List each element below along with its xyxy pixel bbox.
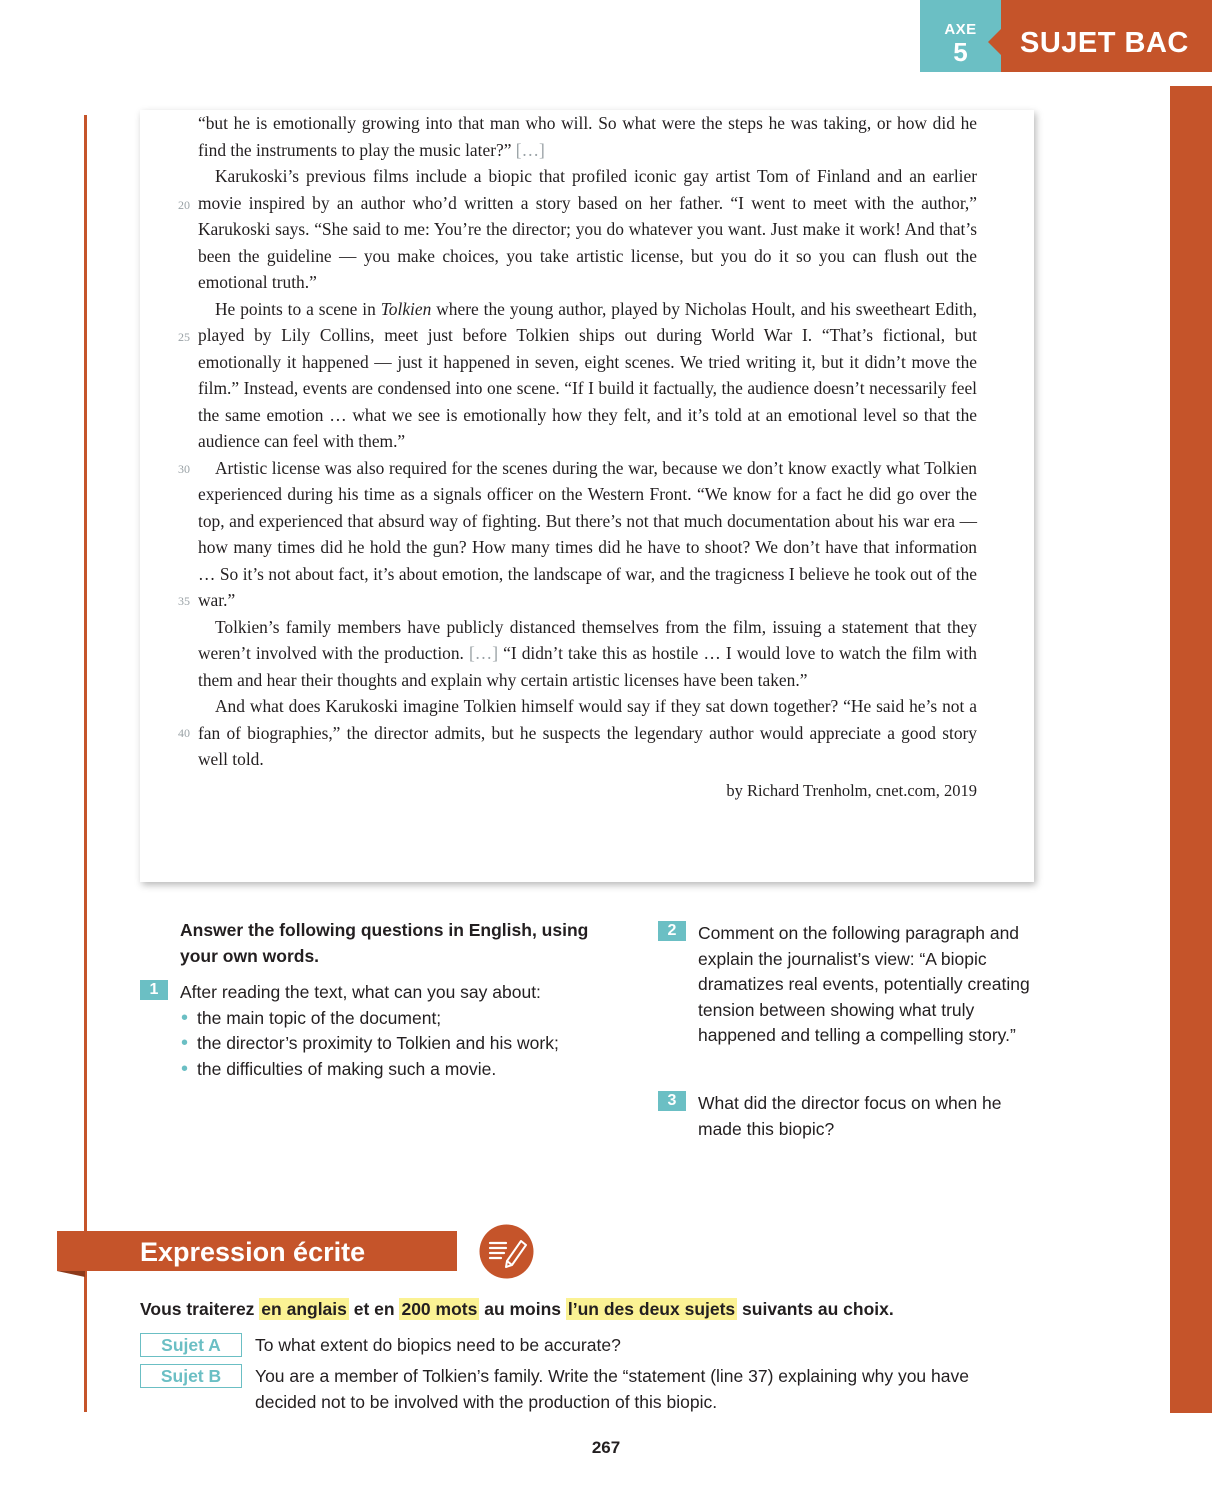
ellipsis-marker: […] [515,139,545,160]
article-paragraph-2: Karukoski’s previous films include a biopic that profiled iconic gay artist Tom of Finland and an earlier movie inspired by an author who’d written a story based on her father. “I went to meet with the author,” Karukoski says. “She said to me: You’re the director; you do whatever you want. Just make it work! And that’s been the guideline — you make choices, you take artistic license, but you do it so you can flush out the emotional truth.” [198,166,977,292]
sujet-b-label: Sujet B [140,1364,242,1388]
line-number: 35 [178,594,190,608]
question-1-number: 1 [140,980,168,1000]
article-paragraph-3: He points to a scene in Tolkien where the young author, played by Nicholas Hoult, and his sweetheart Edith, played by Lily Collins, meet just before Tolkien ships out during World War I. “That’s fictional, but emotionally it happened — just it happened in seven, eight scenes. We tried writing it, but it didn’t move the film.” Instead, events are condensed into one scene. “If I build it factually, the audience doesn’t necessarily feel the same emotion … what we see is emotionally how they felt, and it’s told at an emotional level so that the audience can feel with them.” [198,298,977,451]
line-number: 25 [178,330,190,344]
right-margin-bar [1170,86,1212,1413]
article-byline: by Richard Trenholm, cnet.com, 2019 [726,781,977,800]
ellipsis-marker: […] [469,643,498,663]
line-number: 40 [178,726,190,740]
highlight-language: en anglais [261,1299,347,1319]
expression-ecrite-banner: Expression écrite [57,1231,457,1271]
question-2-text: Comment on the following paragraph and explain the journalist’s view: “A biopic dramatizes real events, potentially creating tension between showing what truly happened and telling a compelling story.” [698,923,1030,1045]
article-paragraph-5: Tolkien’s family members have publicly distanced themselves from the film, issuing a statement that they weren’t involved with the production. […] “I didn’t take this as hostile … I would love to watch the film with them and hear their thoughts and explain why certain artistic licenses have been taken.” [198,616,977,690]
article-paragraph-6: And what does Karukoski imagine Tolkien himself would say if they sat down together? “He said he’s not a fan of biographies,” the director admits, but he suspects the legendary author would appreciate a good story well told. [198,696,977,769]
bullet-item: • the main topic of the document; [180,1006,620,1032]
sujet-a-text: To what extent do biopics need to be accurate? [255,1335,621,1355]
sujet-b-text: You are a member of Tolkien’s family. Write the “statement (line 37) explaining why you have decided not to be involved with the production of this biopic. [255,1366,969,1412]
bullet-item: • the director’s proximity to Tolkien and his work; [180,1031,620,1057]
question-1-text: After reading the text, what can you say about: [180,982,541,1002]
question-3-text: What did the director focus on when he made this biopic? [698,1093,1002,1139]
article-body [198,110,977,773]
page-number: 267 [591,1438,621,1457]
sujet-a-label: Sujet A [140,1333,242,1357]
film-title: Tolkien [380,298,432,319]
axe-label: AXE [944,21,977,38]
axe-number: 5 [953,37,968,67]
writing-pen-icon [479,1224,534,1279]
left-margin-rule [84,115,87,1412]
questions-instructions: Answer the following questions in English, using your own words. [180,920,589,966]
highlight-choice: l’un des deux sujets [567,1299,736,1319]
expression-instructions: Vous traiterez en anglais et en 200 mots au moins l’un des deux sujets suivants au choix. [140,1299,894,1319]
line-number: 20 [178,198,190,212]
line-number: 30 [178,462,190,476]
article-paragraph-4: Artistic license was also required for the scenes during the war, because we don’t know exactly what Tolkien experienced during his time as a signals officer on the Western Front. “We know for a fact he did go over the top, and experienced that absurd way of fighting. But there’s not that much documentation about his war era — how many times did he hold the gun? How many times did he have to shoot? We don’t have that information … So it’s not about fact, it’s about emotion, the landscape of war, and the tragicness I believe he took out of the war.” [198,457,977,610]
highlight-word-count: 200 mots [401,1299,478,1319]
bullet-item: • the difficulties of making such a movie. [180,1057,620,1083]
article-paragraph-1: “but he is emotionally growing into that man who will. So what were the steps he was taking, or how did he find the instruments to play the music later?” […] [198,113,977,160]
header-title: SUJET BAC [1001,0,1212,72]
question-1-bullets [180,1006,620,1083]
header-notch [988,29,1001,55]
question-1 [180,980,620,1082]
banner-fold [57,1271,85,1277]
question-2-number: 2 [658,921,686,941]
question-3-number: 3 [658,1091,686,1111]
